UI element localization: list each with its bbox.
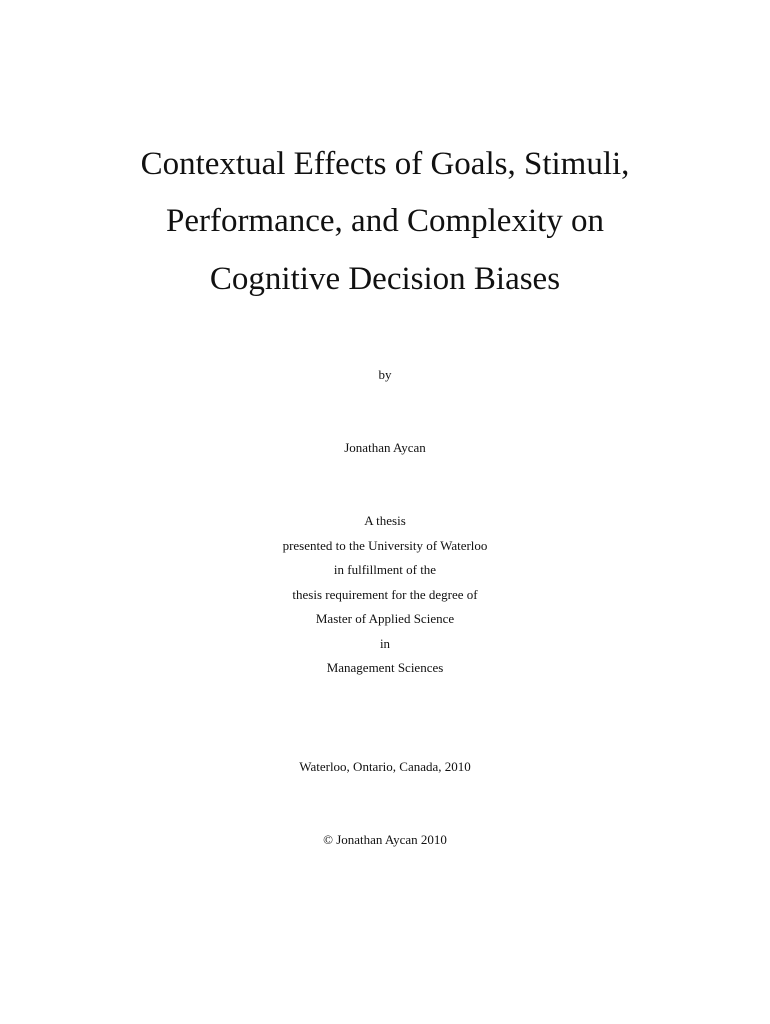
by-label: by: [378, 367, 392, 382]
thesis-title-line-1: Contextual Effects of Goals, Stimuli,: [140, 146, 630, 182]
thesis-title-line-3: Cognitive Decision Biases: [209, 261, 561, 297]
place-and-year: Waterloo, Ontario, Canada, 2010: [299, 759, 471, 774]
department-name: Management Sciences: [326, 660, 444, 675]
statement-line-2: presented to the University of Waterloo: [282, 538, 488, 553]
statement-line-3: in fulfillment of the: [333, 562, 437, 577]
author-name: Jonathan Aycan: [344, 440, 426, 455]
degree-name: Master of Applied Science: [315, 611, 455, 626]
statement-line-in: in: [379, 636, 391, 651]
statement-line-1: A thesis: [364, 513, 406, 528]
thesis-title-line-2: Performance, and Complexity on: [165, 203, 605, 239]
copyright-notice: © Jonathan Aycan 2010: [323, 832, 447, 847]
statement-line-4: thesis requirement for the degree of: [292, 587, 478, 602]
